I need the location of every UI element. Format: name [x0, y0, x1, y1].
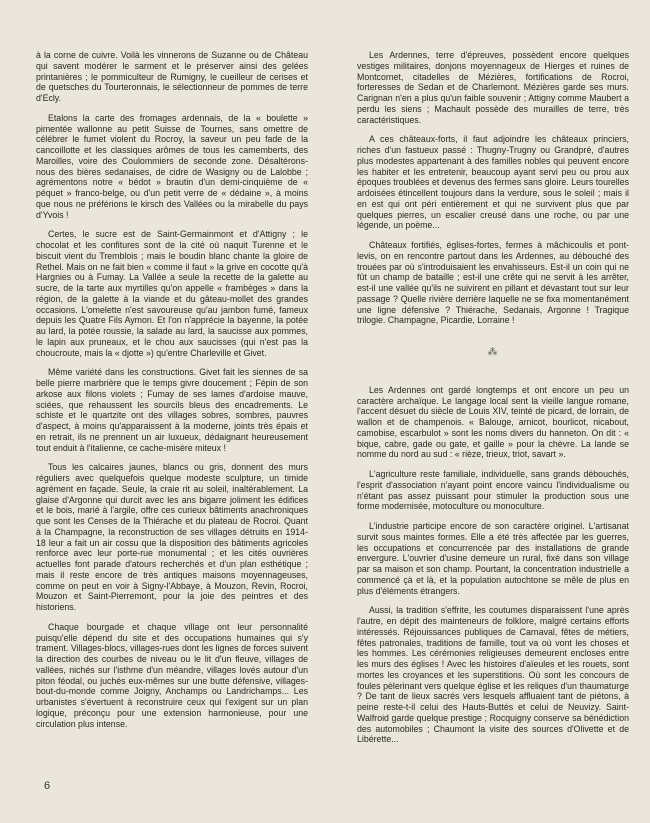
paragraph: Les Ardennes ont gardé longtemps et ont encore un peu un caractère archaïque. Le langage local sent la vieille langue romane, l'accent désuet du siècle de Louis XIV, teinté de picard, de lorrain, de wallon et de champenois. « Balouge, arnicot, bourlicot, nicabout, camobise, escarbulot » sont les noms divers du hanneton. On dit : « bique, cabre, gade ou gate, et gaille » pour la chèvre. La lande se nomme du nord au sud : « rièze, trieux, triot, savart ». [357, 384, 629, 460]
right-column [357, 50, 629, 754]
paragraph: Châteaux fortifiés, églises-fortes, fermes à mâchicoulis et pont-levis, on en rencontre partout dans les Ardennes, au débouché des trouées par où s'introduisaient les envahisseurs. Est-il un coin qui ne fût un champ de bataille ; est-il une crête qui ne servit à les arrêter, est-il une vallée qu'ils ne suivirent en pillant et dévastant tout sur leur passage ? Quelle rivière derrière laquelle ne se fixa momentanément une ligne défensive ? Thiérache, Sedanais, Argonne ! Tragique trilogie. Champagne, Picardie, Lorraine ! [357, 240, 629, 326]
paragraph: Etalons la carte des fromages ardennais, de la « boulette » pimentée wallonne au petit Suisse de Tournes, sans omettre de célébrer le fumet violent du Rocroy, la saveur un peu fade de la cancoillotte et les classiques arômes de tous les camemberts, des Maroilles, voire des Coulommiers de seconde zone. Désaltérons-nous des bières sedanaises, de cidre de Wasigny ou de Lalobbe ; agrémentons notre « bédot » brautin d'un demi-cinquième de « péquet » franco-belge, ou d'un petit verre de « dédaine », à moins que nous ne préférions le kirsch des Vallées ou la mirabelle du pays d'Yvois ! [36, 112, 308, 220]
paragraph: Aussi, la tradition s'effrite, les coutumes disparaissent l'une après l'autre, en dépit des mainteneurs de folklore, malgré certains efforts intéressés. Réjouissances publiques de Carnaval, fêtes de métiers, fêtes patronales, traditions de famille, tout va où vont les choses et les hommes. Les cérémonies religieuses demeurent encloses entre les murs des églises ! Avec les histoires d'aïeules et les rouets, sont mortes les croyances et les superstitions. Où sont les concours de foules pèlerinant vers quelque église et les reliques d'un thaumaturge ? De tant de lieux sacrés vers lesquels affluaient tant de piétons, à peine reste-t-il celui des Hauts-Buttés et celui de Neuvizy. Saint-Walfroid garde quelque prestige ; Rocquigny conserve sa bénédiction des automobiles ; Chaumont la visite des sources d'Olivette et de Libérette... [357, 605, 629, 745]
paragraph: Certes, le sucre est de Saint-Germainmont et d'Attigny ; le chocolat et les confitures sont de la cité où naquit Turenne et le biscuit vient du Tremblois ; mais le boudin blanc chante la gloire de Rethel. Mais on ne fait bien « comme il faut » la grive en cocotte qu'à Hargnies ou à Fumay. La Vallée a seule la recette de la galette au sucre, de la tarte aux myrtilles qu'on appelle « frambèges » dans la région, de la galette à la viande et du gâteau-mollet des grandes occasions. L'omelette n'est savoureuse qu'au jambon fumé, fameux depuis les Quatre Fils Aymon. Et l'on n'apprécie la bayenne, la potée au lard, la potée roussie, la salade au lard, la saucisse aux pommes, le lapin aux pruneaux, et le chou aux saucisses (qui n'est pas la choucroute, mais la « djotte ») qu'entre Charleville et Givet. [36, 229, 308, 358]
paragraph: à la corne de cuivre. Voilà les vinnerons de Suzanne ou de Château qui savent modérer le sarment et le préserver ainsi des gelées printanières ; le pommiculteur de Rumigny, le cueilleur de cerises et de quetsches du Tourteronnais, le sélectionneur de pommes de terre d'Ecly. [36, 50, 308, 103]
page-number: 6 [44, 780, 51, 792]
paragraph: L'industrie participe encore de son caractère originel. L'artisanat survit sous maintes formes. Elle a été très affectée par les guerres, les occupations et concurrencée par des installations de grande envergure. L'ouvrier d'usine demeure un rural, fixé dans son village par sa maison et son champ. Pourtant, la concentration industrielle a commencé çà et là, et la population autochtone se mêle de plus en plus d'éléments étrangers. [357, 521, 629, 596]
section-ornament: ⁂ [487, 347, 499, 358]
paragraph: A ces châteaux-forts, il faut adjoindre les châteaux princiers, riches d'un fastueux passé : Thugny-Trugny ou Grandpré, d'autres plus modestes appartenant à des familles nobles qui peuvent encore les habiter et les entretenir, beaucoup ayant servi peu ou prou aux époques troublées et devenus des fermes sans gloire. Leurs tourelles ardoisées étincellent toujours dans la verdure, sous le soleil ; mais il en est qui ont péri entièrement et qui ne survivent plus que par quelques pierres, un escalier creusé dans une roche, ou par une légende, un poème... [357, 134, 629, 231]
paragraph: Tous les calcaires jaunes, blancs ou gris, donnent des murs réguliers avec quelquefois quelque modeste sculpture, un timide agrément en façade. Seule, la craie rit au soleil, inaltérablement. La glaise d'Argonne qui durcit avec les ans bigarre joliment les édifices et le bois, marié à l'argile, offre ces curieux bâtiments anachroniques que sont les Censes de la Thiérache et du plateau de Rocroi. Quant à la Champagne, la reconstruction de ses villages détruits en 1914-18 leur a fait un air cossu que la disposition des bâtiments agricoles renforce avec leur porte-rue monumental ; et les cités ouvrières actuelles font parade d'atours recherchés et d'un plan esthétique ; mais il reste encore de très antiques maisons moyennageuses, comme on peut en voir à Signy-l'Abbaye, à Mouzon, Revin, Rocroi, Mouzon et Saint-Pierremont, pour la joie des peintres et des historiens. [36, 462, 308, 612]
paragraph: Chaque bourgade et chaque village ont leur personnalité puisqu'elle dépend du site et des occupations humaines qui s'y trament. Villages-blocs, villages-rues dont les lignes de forces suivent la direction des courbes de niveau ou le lit d'un fleuve, villages de vallées, nichés sur l'isthme d'un méandre, villages lovés autour d'un piton féodal, ou juchés eux-mêmes sur une butte défensive, villages-bout-du-monde comme Joigny, Anchamps ou Landrichamps... Les urbanistes s'évertuent à reconstruire ceux qui l'exigent sur un plan logique, préconçu pour une extension harmonieuse, pour une circulation plus intense. [36, 621, 308, 729]
paragraph: L'agriculture reste familiale, individuelle, sans grands débouchés, l'esprit d'association n'ayant point encore vaincu l'individualisme ou n'étant pas assez puissant pour stimuler la production sous une forme modernisée, motoculture ou monoculture. [357, 469, 629, 512]
left-column [36, 50, 308, 738]
paragraph: Les Ardennes, terre d'épreuves, possèdent encore quelques vestiges militaires, donjons moyennageux de Hierges et ruines de Montcornet, citadelles de Mézières, fortifications de Rocroi, forteresses de Sedan et de Charlemont. Mézières garde ses murs. Carignan n'en a plus qu'un faible souvenir ; Attigny comme Maubert a perdu les siens ; Machault possède des murailles de terre, très caractéristiques. [357, 50, 629, 125]
paragraph: Même variété dans les constructions. Givet fait les siennes de sa belle pierre marbrière que le temps givre doucement ; Fépin de son arkose aux filons violets ; Fumay de ses lames d'ardoise mauve, sciées, que rehaussent les sourcils bleus des encadrements. Le schiste et le quartzite ont des villages sobres, sombres, pauvres d'aspect, à moins qu'apparaissent à la moderne, joints très épais et en retrait, ils ne prennent un air luxueux, dédaignant heureusement tout enduit à l'italienne, ce cache-misère miteux ! [36, 367, 308, 453]
